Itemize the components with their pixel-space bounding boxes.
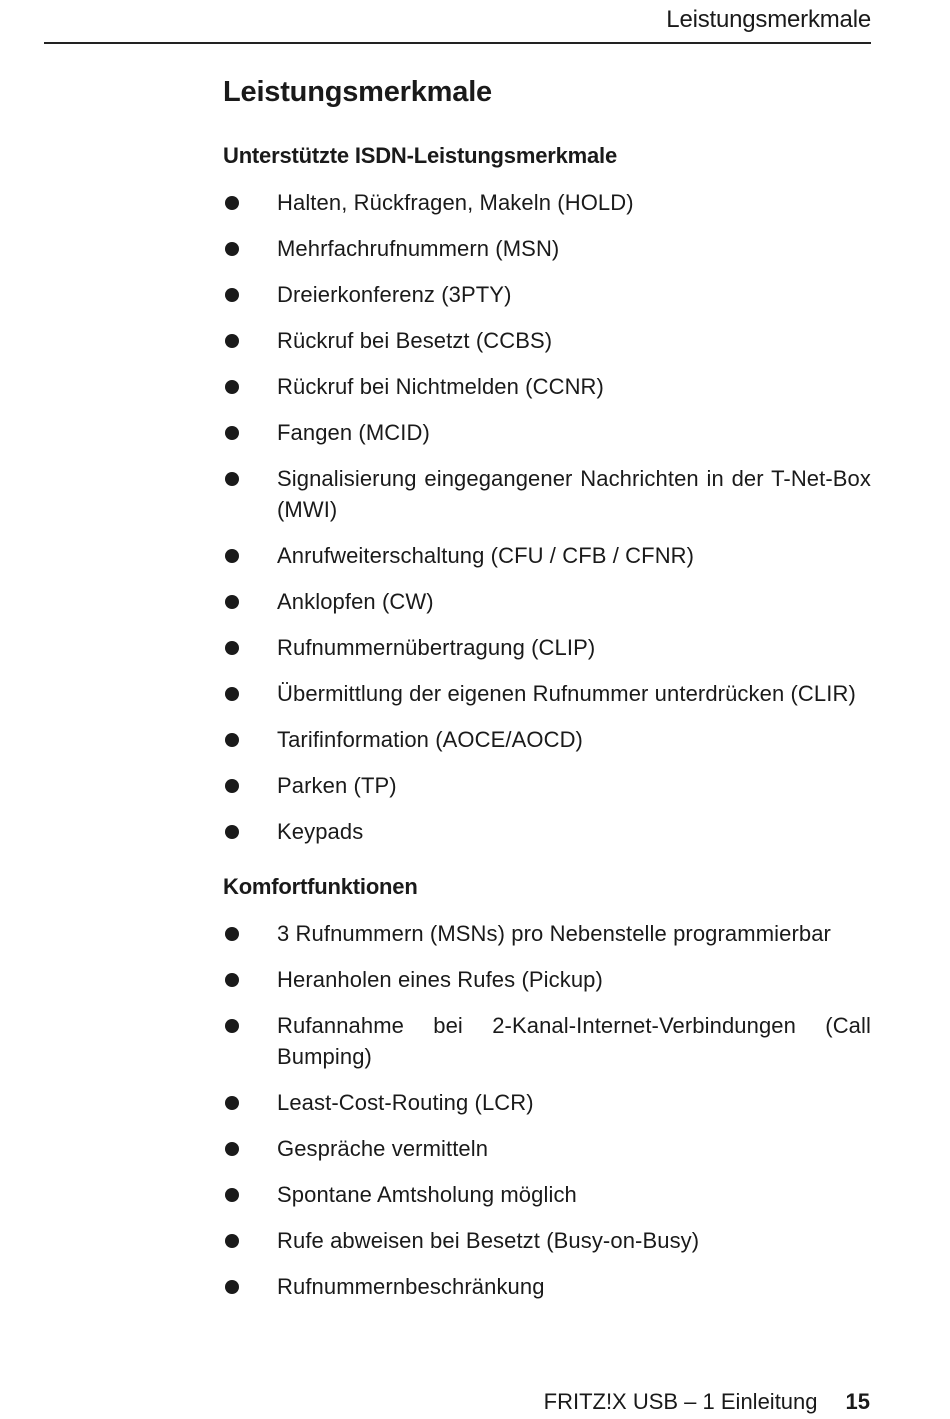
bullet-icon — [225, 196, 239, 210]
list-item — [223, 325, 871, 356]
komfort-feature-list — [223, 918, 871, 1317]
bullet-icon — [225, 595, 239, 609]
list-item — [223, 1225, 871, 1256]
list-item — [223, 678, 871, 709]
list-item — [223, 540, 871, 571]
list-item — [223, 724, 871, 755]
bullet-icon — [225, 1096, 239, 1110]
list-item-text: Rufannahme bei 2-Kanal-Internet-Verbindungen (Call Bumping) — [277, 1013, 871, 1069]
list-item-text: Halten, Rückfragen, Makeln (HOLD) — [277, 190, 634, 215]
section-heading-isdn: Unterstützte ISDN-Leistungsmerkmale — [223, 143, 617, 168]
bullet-icon — [225, 334, 239, 348]
list-item-text: Keypads — [277, 819, 364, 844]
section-heading-komfort: Komfortfunktionen — [223, 874, 418, 899]
list-item — [223, 964, 871, 995]
list-item-text: Parken (TP) — [277, 773, 397, 798]
list-item-text: Rückruf bei Besetzt (CCBS) — [277, 328, 553, 353]
list-item — [223, 586, 871, 617]
list-item — [223, 1087, 871, 1118]
list-item-text: Spontane Amtsholung möglich — [277, 1182, 577, 1207]
isdn-feature-list — [223, 187, 871, 862]
list-item-text: Rufnummernübertragung (CLIP) — [277, 635, 596, 660]
list-item — [223, 463, 871, 525]
list-item-text: Mehrfachrufnummern (MSN) — [277, 236, 560, 261]
list-item-text: Übermittlung der eigenen Rufnummer unterdrücken (CLIR) — [277, 681, 856, 706]
list-item-text: 3 Rufnummern (MSNs) pro Nebenstelle programmierbar — [277, 921, 831, 946]
page-footer — [544, 1389, 870, 1415]
bullet-icon — [225, 687, 239, 701]
page-number: 15 — [845, 1389, 870, 1414]
list-item-text: Anrufweiterschaltung (CFU / CFB / CFNR) — [277, 543, 695, 568]
list-item — [223, 279, 871, 310]
list-item — [223, 770, 871, 801]
bullet-icon — [225, 1234, 239, 1248]
bullet-icon — [225, 973, 239, 987]
bullet-icon — [225, 242, 239, 256]
running-header-title: Leistungsmerkmale — [666, 6, 871, 33]
bullet-icon — [225, 380, 239, 394]
list-item-text: Rufnummernbeschränkung — [277, 1274, 545, 1299]
list-item — [223, 1133, 871, 1164]
list-item — [223, 816, 871, 847]
list-item — [223, 417, 871, 448]
bullet-icon — [225, 549, 239, 563]
list-item — [223, 1271, 871, 1302]
bullet-icon — [225, 472, 239, 486]
bullet-icon — [225, 1019, 239, 1033]
bullet-icon — [225, 641, 239, 655]
list-item — [223, 187, 871, 218]
list-item-text: Rückruf bei Nichtmelden (CCNR) — [277, 374, 604, 399]
footer-text: FRITZ!X USB – 1 Einleitung — [543, 1389, 818, 1414]
list-item — [223, 233, 871, 264]
list-item — [223, 371, 871, 402]
list-item-text: Rufe abweisen bei Besetzt (Busy-on-Busy) — [277, 1228, 700, 1253]
list-item — [223, 1179, 871, 1210]
list-item-text: Gespräche vermitteln — [277, 1136, 489, 1161]
bullet-icon — [225, 927, 239, 941]
bullet-icon — [225, 1188, 239, 1202]
list-item — [223, 632, 871, 663]
bullet-icon — [225, 733, 239, 747]
list-item-text: Fangen (MCID) — [277, 420, 430, 445]
bullet-icon — [225, 426, 239, 440]
bullet-icon — [225, 288, 239, 302]
bullet-icon — [225, 1142, 239, 1156]
list-item-text: Anklopfen (CW) — [277, 589, 434, 614]
running-header — [44, 0, 871, 44]
list-item — [223, 918, 871, 949]
list-item-text: Dreierkonferenz (3PTY) — [277, 282, 512, 307]
list-item-text: Tarifinformation (AOCE/AOCD) — [277, 727, 583, 752]
bullet-icon — [225, 825, 239, 839]
bullet-icon — [225, 1280, 239, 1294]
list-item-text: Heranholen eines Rufes (Pickup) — [277, 967, 603, 992]
list-item-text: Signalisierung eingegangener Nachrichten in der T-Net-Box (MWI) — [277, 466, 871, 522]
bullet-icon — [225, 779, 239, 793]
page-title: Leistungsmerkmale — [223, 76, 492, 108]
list-item-text: Least-Cost-Routing (LCR) — [277, 1090, 534, 1115]
list-item — [223, 1010, 871, 1072]
